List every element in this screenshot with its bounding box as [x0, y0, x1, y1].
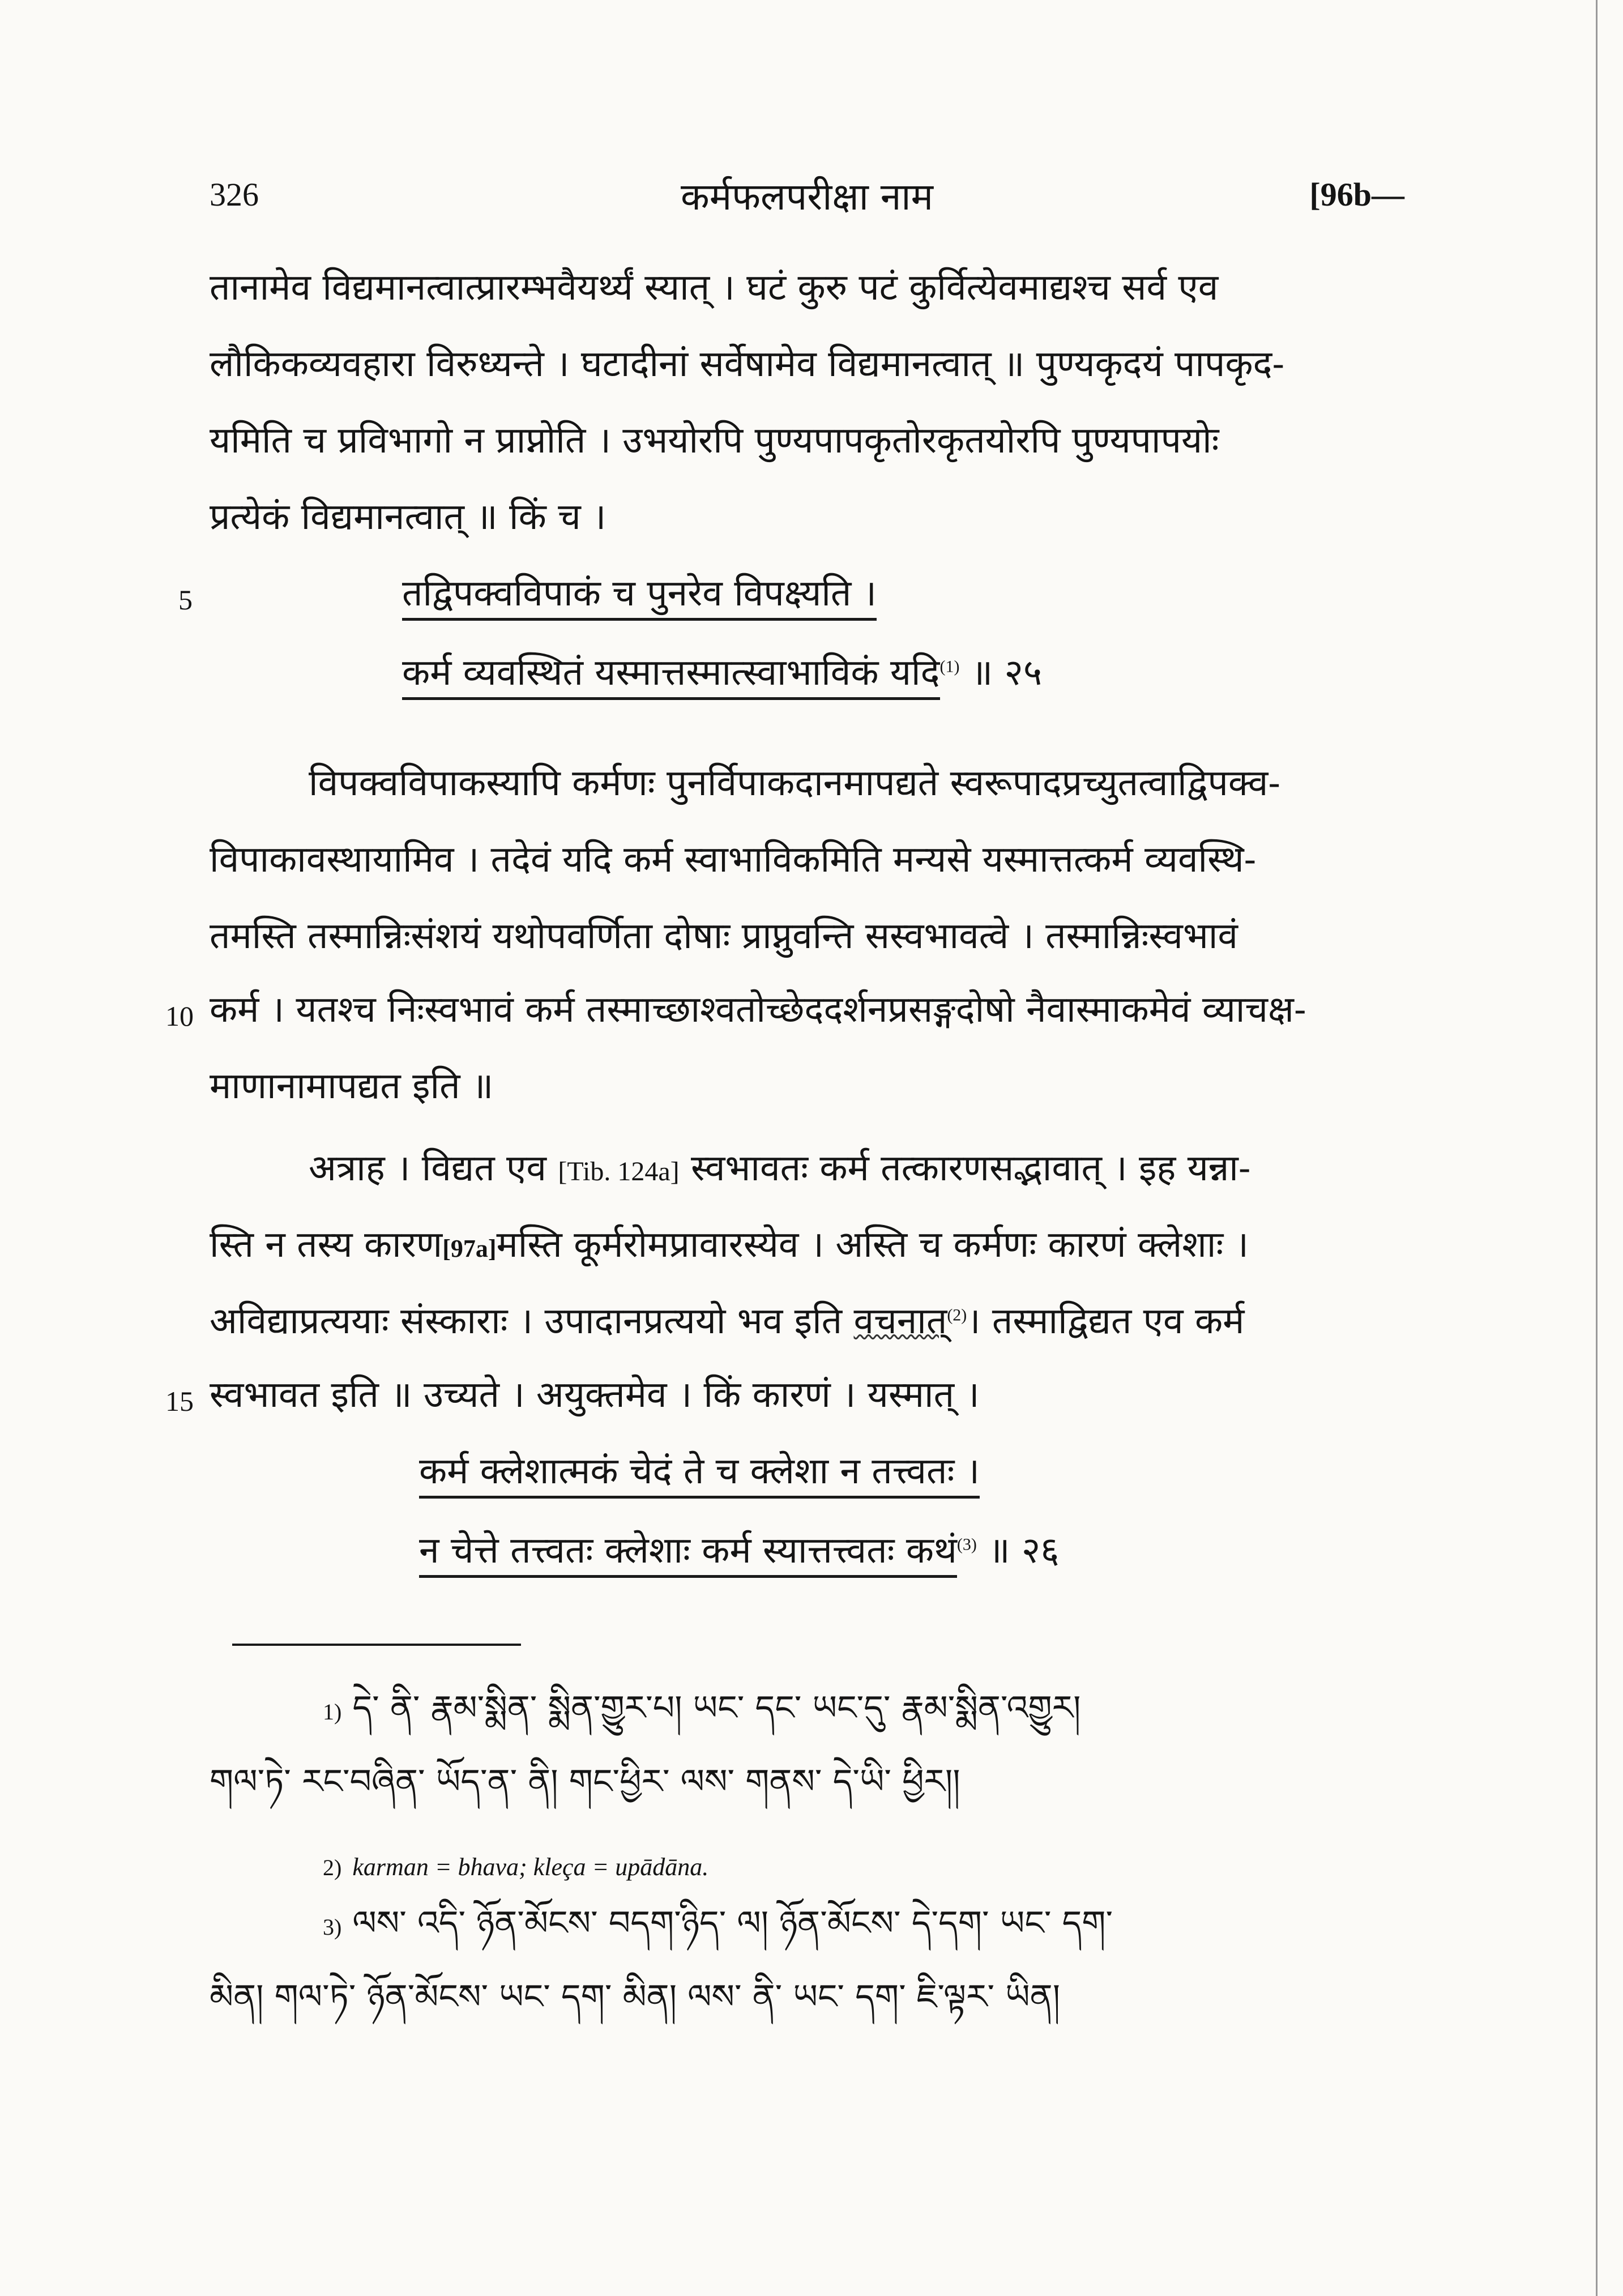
footnote-3-text: ལས་ འདི་ ཉོན་མོངས་ བདག་ཉིད་ ལ། ཉོན་མོངས་ དེ་དག་ ཡང་ དག་	[352, 1904, 1113, 1943]
body-text: अविद्याप्रत्ययाः संस्काराः । उपादानप्रत्ययो भव इति	[210, 1300, 854, 1342]
verse-26-line-1-text: कर्म क्लेशात्मकं चेदं ते च क्लेशा न तत्त्वतः ।	[419, 1450, 980, 1499]
body-text: स्वभावतः कर्म तत्कारणसद्भावात् । इह यन्ना-	[679, 1147, 1251, 1189]
body-line: स्वभावत इति ॥ उच्यते । अयुक्तमेव । किं कारणं । यस्मात् ।	[210, 1374, 980, 1416]
folio-ref: [97a]	[442, 1235, 497, 1262]
verse-25-line-1-text: तद्विपक्वविपाकं च पुनरेव विपक्ष्यति ।	[402, 573, 877, 621]
page-edge-rule	[1596, 0, 1598, 2296]
footnote-ref-2[interactable]: (2)	[947, 1305, 967, 1325]
running-title: कर्मफलपरीक्षा नाम	[681, 175, 933, 219]
body-line	[210, 1300, 1244, 1343]
line-number-10: 10	[165, 1000, 194, 1032]
verse-26-line-2	[419, 1529, 1059, 1573]
line-number-5: 5	[178, 584, 193, 616]
page-number: 326	[210, 176, 259, 213]
verse-25-line-2	[402, 651, 1042, 695]
footnote-1-line-1	[323, 1688, 1080, 1729]
footnote-separator	[232, 1644, 521, 1646]
footnote-2-marker: 2)	[323, 1855, 342, 1880]
footnote-ref-3[interactable]: (3)	[956, 1535, 977, 1554]
verse-25-line-2-text: कर्म व्यवस्थितं यस्मात्तस्मात्स्वाभाविकं यदि	[402, 652, 940, 700]
verse-26-end: ॥ २६	[976, 1530, 1060, 1572]
footnote-3-line-1	[323, 1903, 1113, 1944]
body-text: अत्राह । विद्यत एव	[309, 1147, 558, 1189]
footnote-1-line-2: གལ་ཏེ་ རང་བཞིན་ ཡོད་ན་ ནི། གང་ཕྱིར་ ལས་ གནས་ དེ་ཡི་ ཕྱིར།།	[210, 1762, 960, 1802]
line-number-15: 15	[165, 1385, 194, 1417]
body-text: मस्ति कूर्मरोमप्रावारस्येव । अस्ति च कर्मणः कारणं क्लेशाः ।	[496, 1224, 1249, 1266]
verse-25-end: ॥ २५	[959, 652, 1043, 694]
body-line	[210, 1223, 1249, 1267]
body-line: प्रत्येकं विद्यमानत्वात् ॥ किं च ।	[210, 496, 607, 538]
folio-signature: [96b—	[1309, 176, 1404, 213]
quoted-word: वचनात्	[853, 1300, 947, 1342]
body-text: । तस्माद्विद्यत एव कर्म	[967, 1300, 1245, 1342]
verse-26-line-2-text: न चेत्ते तत्त्वतः क्लेशाः कर्म स्यात्तत्त्वतः कथं	[419, 1530, 957, 1578]
body-line: विपाकावस्थायामिव । तदेवं यदि कर्म स्वाभाविकमिति मन्यसे यस्मात्तत्कर्म व्यवस्थि-	[210, 839, 1257, 881]
body-line	[309, 1147, 1251, 1190]
verse-25-line-1	[402, 572, 877, 616]
footnote-2-text: karman = bhava; kleça = upādāna.	[352, 1853, 709, 1881]
body-text: स्ति न तस्य कारण	[210, 1224, 443, 1266]
footnote-ref-1[interactable]: (1)	[939, 657, 960, 676]
footnote-3-marker: 3)	[323, 1914, 342, 1940]
footnote-3-line-2: མིན། གལ་ཏེ་ ཉོན་མོངས་ ཡང་ དག་ མིན། ལས་ ནི་ ཡང་ དག་ ཇི་ལྟར་ ཡིན།	[210, 1977, 1061, 2017]
body-line: विपक्वविपाकस्यापि कर्मणः पुनर्विपाकदानमापद्यते स्वरूपादप्रच्युतत्वाद्विपक्व-	[309, 762, 1280, 804]
body-line: माणानामापद्यत इति ॥	[210, 1065, 494, 1107]
body-line: यमिति च प्रविभागो न प्राप्नोति । उभयोरपि पुण्यपापकृतोरकृतयोरपि पुण्यपापयोः	[210, 420, 1219, 462]
body-line: तानामेव विद्यमानत्वात्प्रारम्भवैयर्थ्यं स्यात् । घटं कुरु पटं कुर्वित्येवमाद्यश्च सर्व एव	[210, 267, 1219, 309]
tibetan-page-ref: [Tib. 124a]	[558, 1156, 680, 1187]
body-line: कर्म । यतश्च निःस्वभावं कर्म तस्माच्छाश्वतोच्छेददर्शनप्रसङ्गदोषो नैवास्माकमेवं व्याचक्ष-	[210, 989, 1306, 1031]
footnote-1-text: དེ་ ནི་ རྣམ་སྨིན་ སྨིན་གྱུར་པ། ཡང་ དང་ ཡང་དུ་ རྣམ་སྨིན་འགྱུར།	[352, 1688, 1081, 1728]
body-line: लौकिकव्यवहारा विरुध्यन्ते । घटादीनां सर्वेषामेव विद्यमानत्वात् ॥ पुण्यकृदयं पापकृद-	[210, 343, 1285, 385]
page-header	[210, 170, 1404, 232]
verse-26-line-1	[419, 1450, 980, 1493]
footnote-2	[323, 1843, 708, 1884]
footnote-1-marker: 1)	[323, 1699, 342, 1725]
body-line: तमस्ति तस्मान्निःसंशयं यथोपवर्णिता दोषाः प्राप्नुवन्ति सस्वभावत्वे । तस्मान्निःस्वभावं	[210, 915, 1238, 957]
